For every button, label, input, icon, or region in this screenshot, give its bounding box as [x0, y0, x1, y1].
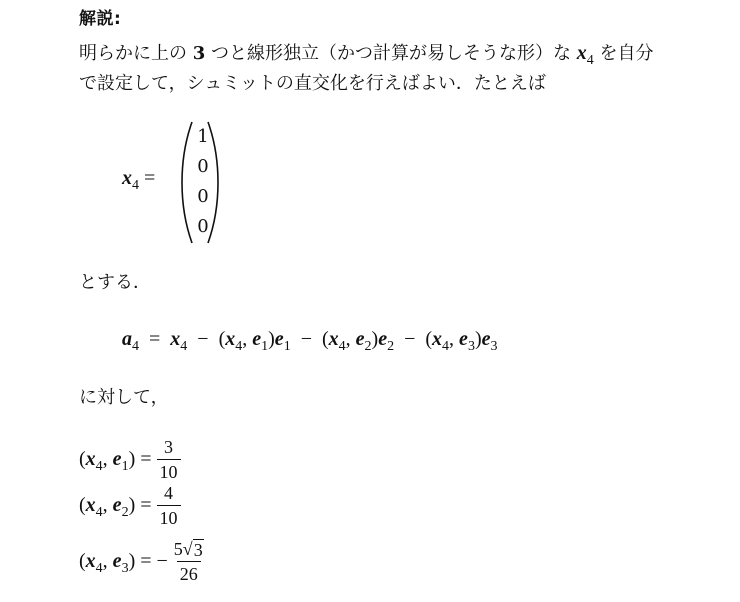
intro-line-2: で設定して，シュミットの直交化を行えばよい．たとえば: [79, 73, 546, 94]
left-paren-icon: [180, 120, 194, 245]
intro-text-c: を自分: [599, 43, 654, 64]
fraction: $\frac{3}{10}$: [157, 436, 181, 483]
text-suru: とする．: [79, 272, 151, 293]
intro-number: 3: [192, 43, 206, 64]
intro-paragraph: [79, 38, 653, 99]
matrix-entry: 0: [197, 156, 209, 177]
fraction: $\frac{4}{10}$: [157, 482, 181, 529]
section-heading: 解説:: [79, 9, 122, 29]
intro-text-b: つと線形独立（かつ計算が易しそうな形）な: [211, 43, 571, 64]
matrix-entry: 0: [197, 186, 209, 207]
matrix-entry: 1: [197, 126, 209, 147]
inner-product-2: ($x_4$, $e_2$) = $\frac{4}{10}$: [79, 482, 181, 529]
inner-product-3: ($x_4$, $e_3$) = − 5 √ 3 26: [79, 538, 207, 585]
fraction: 5 √ 3 26: [173, 539, 203, 584]
text-ni-taishite: に対して，: [79, 387, 169, 408]
sqrt-icon: √ 3: [182, 539, 203, 560]
inner-product-1: ($x_4$, $e_1$) = $\frac{3}{10}$: [79, 436, 181, 483]
intro-vector-x4: $x_4$: [576, 42, 594, 68]
a4-equation: $a_4 = x_4 - (x_4$, $e_1)e_1 - (x_4$, $e_2)e_2 - (x_4$, $e_3)e_3$: [122, 328, 498, 354]
intro-line-1: [79, 38, 653, 69]
right-paren-icon: [206, 120, 220, 245]
matrix-lhs: $x_4$ =: [122, 167, 156, 193]
intro-text-a: 明らかに上の: [79, 43, 187, 64]
matrix-entry: 0: [197, 216, 209, 237]
